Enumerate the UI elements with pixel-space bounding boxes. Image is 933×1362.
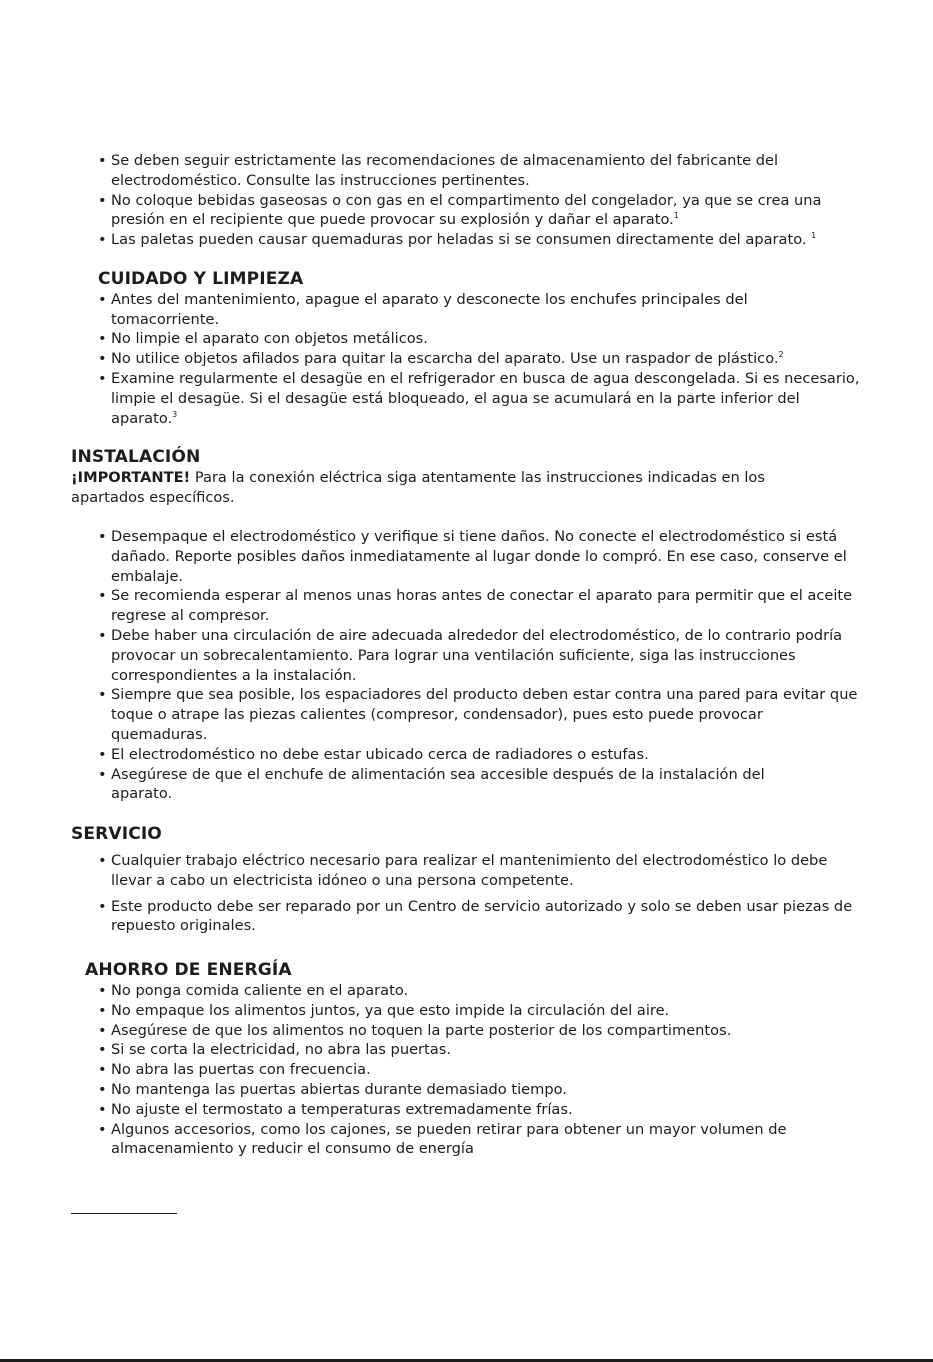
footnote-ref: 1: [673, 211, 679, 221]
list-item: • No limpie el aparato con objetos metálicos.: [98, 329, 860, 349]
list-item: • No ponga comida caliente en el aparato.: [98, 981, 858, 1001]
service-section: [98, 851, 858, 936]
section-heading: INSTALACIÓN: [71, 447, 201, 467]
list-item: • Se recomienda esperar al menos unas horas antes de conectar el aparato para permitir que el aceite regrese al compresor.: [98, 586, 860, 626]
list-item: • El electrodoméstico no debe estar ubicado cerca de radiadores o estufas.: [98, 745, 860, 765]
list-item: • Asegúrese de que el enchufe de alimentación sea accesible después de la instalación del aparato.: [98, 765, 860, 805]
footnote-ref: 2: [778, 350, 784, 360]
list-item: • Este producto debe ser reparado por un Centro de servicio autorizado y solo se deben usar piezas de repuesto originales.: [98, 897, 858, 937]
care-section: [98, 270, 860, 428]
section-heading: SERVICIO: [71, 824, 162, 844]
list-item: • No abra las puertas con frecuencia.: [98, 1060, 858, 1080]
list-item: • Desempaque el electrodoméstico y verifique si tiene daños. No conecte el electrodoméstico si está dañado. Reporte posibles daños inmediatamente al lugar donde lo compró. En ese caso, conserve el embalaje.: [98, 527, 860, 586]
footnote-ref: 3: [172, 409, 178, 419]
list-item: • Si se corta la electricidad, no abra las puertas.: [98, 1040, 858, 1060]
section-heading: CUIDADO Y LIMPIEZA: [98, 269, 304, 289]
important-label: ¡IMPORTANTE!: [71, 468, 191, 486]
installation-section: [71, 448, 861, 507]
energy-heading-wrap: [85, 961, 485, 981]
list-item: • Antes del mantenimiento, apague el aparato y desconecte los enchufes principales del tomacorriente.: [98, 290, 860, 330]
list-item: • Debe haber una circulación de aire adecuada alrededor del electrodoméstico, de lo contrario podría provocar un sobrecalentamiento. Para lograr una ventilación suficiente, siga las instrucciones correspondientes a la instalación.: [98, 626, 860, 685]
list-item: • No utilice objetos afilados para quitar la escarcha del aparato. Use un raspador de plástico.$^2$: [98, 349, 860, 369]
care-list: [98, 290, 860, 429]
list-item: • Cualquier trabajo eléctrico necesario para realizar el mantenimiento del electrodoméstico lo debe llevar a cabo un electricista idóneo o una persona competente.: [98, 851, 858, 891]
list-item: • Examine regularmente el desagüe en el refrigerador en busca de agua descongelada. Si es necesario, limpie el desagüe. Si el desagüe está bloqueado, el agua se acumulará en la parte inferior del aparato.$^3$: [98, 369, 860, 428]
list-item: • Se deben seguir estrictamente las recomendaciones de almacenamiento del fabricante del electrodoméstico. Consulte las instrucciones pertinentes.: [98, 151, 868, 191]
energy-section: [98, 981, 858, 1159]
list-item: • No ajuste el termostato a temperaturas extremadamente frías.: [98, 1100, 858, 1120]
list-item: • No mantenga las puertas abiertas durante demasiado tiempo.: [98, 1080, 858, 1100]
service-heading-wrap: [71, 825, 471, 845]
section-heading: AHORRO DE ENERGÍA: [85, 960, 292, 980]
energy-list: [98, 981, 858, 1159]
installation-list-wrap: [98, 527, 860, 804]
footnote-separator: [71, 1213, 177, 1214]
list-item: • Asegúrese de que los alimentos no toquen la parte posterior de los compartimentos.: [98, 1021, 858, 1041]
list-item: • No empaque los alimentos juntos, ya que esto impide la circulación del aire.: [98, 1001, 858, 1021]
important-note: ¡IMPORTANTE! Para la conexión eléctrica siga atentamente las instrucciones indicadas en los apartados específicos.: [71, 468, 765, 506]
list-item: • Las paletas pueden causar quemaduras por heladas si se consumen directamente del aparato. $^1$: [98, 230, 868, 250]
storage-list: [98, 151, 868, 250]
list-item: • No coloque bebidas gaseosas o con gas en el compartimento del congelador, ya que se crea una presión en el recipiente que puede provocar su explosión y dañar el aparato.$^1$: [98, 191, 868, 231]
installation-list: [98, 527, 860, 804]
list-item: • Siempre que sea posible, los espaciadores del producto deben estar contra una pared para evitar que toque o atrape las piezas calientes (compresor, condensador), pues esto puede provocar quemaduras.: [98, 685, 860, 744]
list-item: • Algunos accesorios, como los cajones, se pueden retirar para obtener un mayor volumen de almacenamiento y reducir el consumo de energía: [98, 1120, 858, 1160]
service-list: [98, 851, 858, 936]
storage-section: [98, 151, 868, 250]
footnote-ref: 1: [811, 231, 817, 241]
